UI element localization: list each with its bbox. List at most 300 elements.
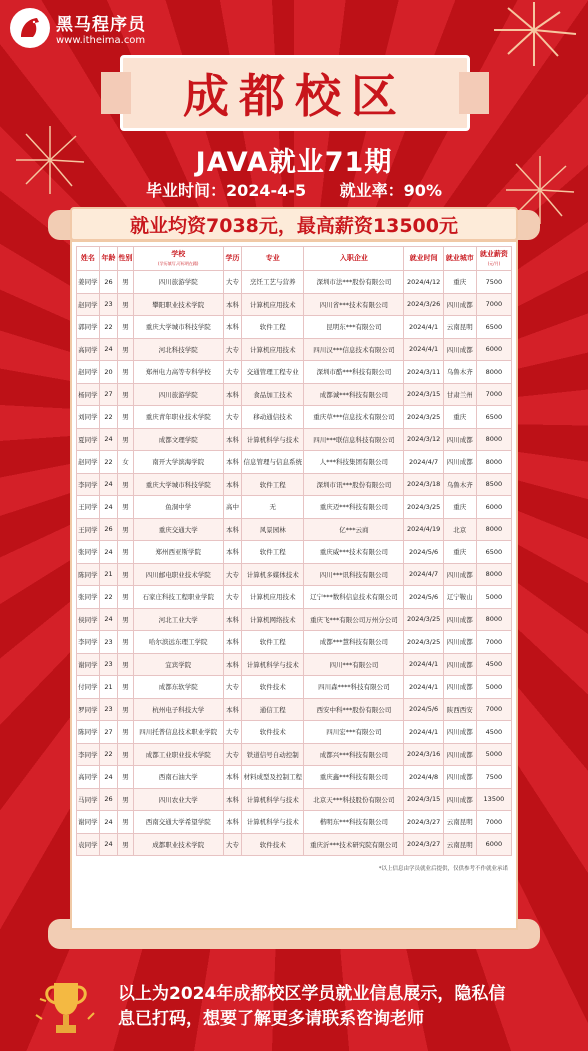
cell-age: 23 [99,631,118,654]
cell-major: 计算机科学与技术 [242,788,304,811]
cell-city: 云南昆明 [443,811,476,834]
cell-city: 重庆 [443,406,476,429]
cell-major: 烹饪工艺与营养 [242,271,304,294]
table-row [77,293,512,316]
header-school-note: (学历填写,可标明在籍) [158,260,199,266]
cell-name: 李同学 [77,743,100,766]
cell-salary: 6500 [476,316,511,339]
cell-date: 2024/4/19 [404,518,443,541]
cell-age: 22 [99,316,118,339]
info-line [0,178,588,201]
cell-salary: 4500 [476,721,511,744]
cell-school: 成都东软学院 [133,676,223,699]
cell-salary: 7000 [476,293,511,316]
cell-city: 四川成都 [443,563,476,586]
cell-company: 重庆草***信息技术有限公司 [304,406,404,429]
cell-salary: 8000 [476,518,511,541]
cell-name: 陈同学 [77,721,100,744]
cell-city: 四川成都 [443,676,476,699]
cell-company: 成都***慧科技有限公司 [304,631,404,654]
cell-company: 深圳市讯***股份有限公司 [304,473,404,496]
table-row [77,586,512,609]
cell-salary: 4500 [476,653,511,676]
cell-name: 王同学 [77,496,100,519]
cell-major: 计算机科学与技术 [242,653,304,676]
cell-major: 计算机应用技术 [242,293,304,316]
header-degree: 学历 [223,247,242,271]
cell-company: 楷明东***科技有限公司 [304,811,404,834]
cell-name: 赵同学 [77,293,100,316]
cell-major: 软件技术 [242,676,304,699]
cell-salary: 5000 [476,743,511,766]
cell-city: 四川成都 [443,631,476,654]
header-name: 姓名 [77,247,100,271]
cell-school: 四川旅游学院 [133,271,223,294]
cell-major: 计算机网络技术 [242,608,304,631]
cell-school: 杭州电子科技大学 [133,698,223,721]
cell-date: 2024/3/26 [404,293,443,316]
table-row [77,361,512,384]
cell-age: 26 [99,788,118,811]
cell-company: 成都诚***科技有限公司 [304,383,404,406]
cell-name: 杨同学 [77,383,100,406]
table-row [77,676,512,699]
bottom-notice: 以上为2024年成都校区学员就业信息展示，隐私信息已打码，想要了解更多请联系咨询老师 [118,984,506,1029]
cell-city: 陕西西安 [443,698,476,721]
table-row [77,766,512,789]
cell-age: 27 [99,383,118,406]
cell-school: 成都工业职业技术学院 [133,743,223,766]
employment-table [76,246,512,856]
cell-age: 21 [99,563,118,586]
cell-date: 2024/3/12 [404,428,443,451]
cell-degree: 本科 [223,451,242,474]
table-row [77,563,512,586]
cell-gender: 男 [118,383,133,406]
cell-name: 张同学 [77,541,100,564]
table-row [77,496,512,519]
cell-name: 付同学 [77,676,100,699]
cell-date: 2024/3/16 [404,743,443,766]
cell-company: 四川***联信息科技有限公司 [304,428,404,451]
cell-company: 深圳市酷***科技有限公司 [304,361,404,384]
campus-title: 成都校区 [183,69,407,123]
cell-age: 26 [99,518,118,541]
cell-name: 侯同学 [77,608,100,631]
cell-age: 24 [99,496,118,519]
table-row [77,473,512,496]
cell-company: 四川宏***有限公司 [304,721,404,744]
cell-gender: 男 [118,698,133,721]
cell-city: 云南昆明 [443,316,476,339]
cell-school: 哈尔滨远东理工学院 [133,631,223,654]
cell-company: 深圳市法***股份有限公司 [304,271,404,294]
cell-gender: 男 [118,766,133,789]
table-row [77,271,512,294]
cell-name: 陈同学 [77,563,100,586]
cell-date: 2024/4/8 [404,766,443,789]
cell-date: 2024/4/1 [404,338,443,361]
cell-age: 27 [99,721,118,744]
cell-company: 重庆沂***技术研究院有限公司 [304,833,404,856]
cell-gender: 男 [118,586,133,609]
cell-salary: 8500 [476,473,511,496]
cell-gender: 男 [118,676,133,699]
cell-city: 四川成都 [443,743,476,766]
cell-city: 辽宁鞍山 [443,586,476,609]
cell-name: 罗同学 [77,698,100,721]
header-company: 入职企业 [304,247,404,271]
cell-name: 李同学 [77,473,100,496]
cell-gender: 男 [118,473,133,496]
cell-age: 23 [99,293,118,316]
cell-date: 2024/3/25 [404,496,443,519]
cell-degree: 大专 [223,406,242,429]
table-row [77,608,512,631]
table-row [77,451,512,474]
cell-gender: 男 [118,788,133,811]
cell-gender: 男 [118,653,133,676]
header-school: 学校 (学历填写,可标明在籍) [133,247,223,271]
cell-major: 信息管理与信息系统 [242,451,304,474]
cell-gender: 男 [118,496,133,519]
cell-salary: 6500 [476,541,511,564]
cell-age: 22 [99,451,118,474]
cell-salary: 6500 [476,406,511,429]
table-footnote: *以上信息由学员就业后提供，仅供参考不作就业承诺 [378,866,508,872]
table-row [77,721,512,744]
cell-company: 昆明东***有限公司 [304,316,404,339]
salary-summary: 就业均资7038元，最高薪资13500元 [70,207,518,241]
cell-salary: 7000 [476,383,511,406]
cell-age: 22 [99,586,118,609]
cell-major: 移动通信技术 [242,406,304,429]
employment-table-paper [70,240,518,930]
cell-city: 四川成都 [443,766,476,789]
cell-city: 四川成都 [443,338,476,361]
cell-major: 铁道信号自动控制 [242,743,304,766]
cell-degree: 本科 [223,473,242,496]
cell-age: 26 [99,271,118,294]
cell-degree: 本科 [223,811,242,834]
cell-major: 交通管理工程专业 [242,361,304,384]
cell-date: 2024/5/6 [404,541,443,564]
cell-name: 姜同学 [77,271,100,294]
cell-company: 重庆迈***科技有限公司 [304,496,404,519]
cell-company: 辽宁***数科信息技术有限公司 [304,586,404,609]
cell-name: 谢同学 [77,653,100,676]
cell-age: 21 [99,676,118,699]
cell-city: 云南昆明 [443,833,476,856]
cell-major: 食品加工技术 [242,383,304,406]
cell-school: 重庆青年职业技术学院 [133,406,223,429]
cell-name: 张同学 [77,586,100,609]
cell-gender: 男 [118,361,133,384]
cell-degree: 大专 [223,721,242,744]
cell-gender: 男 [118,293,133,316]
cell-salary: 7500 [476,271,511,294]
cell-school: 成都职业技术学院 [133,833,223,856]
cell-major: 软件工程 [242,316,304,339]
cell-city: 重庆 [443,496,476,519]
cell-school: 西南交通大学希望学院 [133,811,223,834]
cell-company: 四川森****科技有限公司 [304,676,404,699]
cell-degree: 大专 [223,361,242,384]
cell-age: 22 [99,406,118,429]
cell-date: 2024/3/11 [404,361,443,384]
cell-degree: 大专 [223,676,242,699]
cell-city: 重庆 [443,271,476,294]
cell-company: 人***科技集团有限公司 [304,451,404,474]
table-row [77,338,512,361]
cell-company: 四川***有限公司 [304,653,404,676]
cell-city: 四川成都 [443,653,476,676]
cell-salary: 7000 [476,698,511,721]
table-row [77,518,512,541]
cell-company: 重庆鑫***科技有限公司 [304,766,404,789]
table-row [77,743,512,766]
cell-gender: 男 [118,428,133,451]
cell-age: 24 [99,608,118,631]
horse-logo-icon [10,8,50,48]
cell-school: 重庆大学城市科技学院 [133,473,223,496]
cell-school: 四川托普信息技术职业学院 [133,721,223,744]
cell-salary: 6000 [476,338,511,361]
cell-name: 赵同学 [77,361,100,384]
cell-company: 亿***云商 [304,518,404,541]
graduation-date: 毕业时间：2024-4-5 [146,181,307,200]
table-row [77,541,512,564]
brand-logo [10,8,146,48]
cell-age: 23 [99,653,118,676]
cell-degree: 本科 [223,788,242,811]
header-date: 就业时间 [404,247,443,271]
cell-name: 郭同学 [77,316,100,339]
cell-age: 20 [99,361,118,384]
cell-school: 西南石油大学 [133,766,223,789]
cell-salary: 8000 [476,608,511,631]
table-row [77,428,512,451]
cell-salary: 7500 [476,766,511,789]
cell-degree: 本科 [223,541,242,564]
cell-name: 马同学 [77,788,100,811]
cell-date: 2024/4/1 [404,721,443,744]
cell-name: 夏同学 [77,428,100,451]
cell-school: 重庆交通大学 [133,518,223,541]
cell-major: 软件工程 [242,541,304,564]
cell-name: 高同学 [77,338,100,361]
cell-age: 24 [99,833,118,856]
cell-gender: 女 [118,451,133,474]
cell-school: 河北科技学院 [133,338,223,361]
cell-city: 四川成都 [443,608,476,631]
cell-school: 四川农业大学 [133,788,223,811]
header-gender: 性别 [118,247,133,271]
firework-icon [480,0,588,70]
cell-degree: 本科 [223,293,242,316]
cell-salary: 13500 [476,788,511,811]
cell-salary: 7000 [476,631,511,654]
cell-school: 南开大学滨海学院 [133,451,223,474]
cell-school: 河北工业大学 [133,608,223,631]
cell-gender: 男 [118,406,133,429]
cell-school: 四川邮电职业技术学院 [133,563,223,586]
cell-city: 四川成都 [443,788,476,811]
cell-name: 谢同学 [77,811,100,834]
cell-major: 材料成型及控制工程 [242,766,304,789]
cell-city: 重庆 [443,541,476,564]
cell-gender: 男 [118,631,133,654]
brand-url: www.itheima.com [56,35,146,46]
cell-school: 攀阳职业技术学院 [133,293,223,316]
cell-degree: 大专 [223,586,242,609]
cell-major: 计算机应用技术 [242,338,304,361]
header-age: 年龄 [99,247,118,271]
cell-age: 24 [99,811,118,834]
cell-degree: 本科 [223,653,242,676]
cell-name: 刘同学 [77,406,100,429]
cell-date: 2024/4/7 [404,451,443,474]
cell-degree: 大专 [223,338,242,361]
cell-degree: 本科 [223,698,242,721]
cell-age: 24 [99,541,118,564]
cell-city: 乌鲁木齐 [443,473,476,496]
cell-date: 2024/5/6 [404,698,443,721]
cell-city: 四川成都 [443,721,476,744]
cell-company: 北京天***科技股份有限公司 [304,788,404,811]
cell-school: 四川旅游学院 [133,383,223,406]
cell-degree: 本科 [223,383,242,406]
header-city: 就业城市 [443,247,476,271]
cell-degree: 本科 [223,316,242,339]
cell-gender: 男 [118,271,133,294]
cell-major: 软件技术 [242,721,304,744]
cell-date: 2024/3/25 [404,406,443,429]
cell-school: 宜宾学院 [133,653,223,676]
cell-gender: 男 [118,833,133,856]
cell-age: 24 [99,338,118,361]
cell-school: 郑州电力高等专科学校 [133,361,223,384]
cell-date: 2024/3/15 [404,383,443,406]
cell-name: 赵同学 [77,451,100,474]
cell-date: 2024/3/27 [404,833,443,856]
cell-major: 计算机应用技术 [242,586,304,609]
cell-degree: 高中 [223,496,242,519]
trophy-icon [30,975,102,1043]
cell-degree: 本科 [223,631,242,654]
cell-salary: 7000 [476,811,511,834]
header-salary-unit: (元/月) [487,260,501,266]
table-header-row [77,247,512,271]
cell-company: 四川汉***信息技术有限公司 [304,338,404,361]
cell-gender: 男 [118,563,133,586]
cell-name: 李同学 [77,631,100,654]
cell-name: 王同学 [77,518,100,541]
table-row [77,811,512,834]
table-row [77,406,512,429]
cell-date: 2024/4/7 [404,563,443,586]
cell-school: 鱼洞中学 [133,496,223,519]
cell-date: 2024/3/25 [404,608,443,631]
cell-degree: 本科 [223,608,242,631]
cell-school: 成都文理学院 [133,428,223,451]
cell-age: 24 [99,428,118,451]
cell-degree: 本科 [223,518,242,541]
cell-gender: 男 [118,518,133,541]
cell-school: 重庆大学城市科技学院 [133,316,223,339]
cell-major: 计算机科学与技术 [242,428,304,451]
class-title: JAVA就业71期 [195,147,393,178]
cell-age: 24 [99,473,118,496]
header-major: 专业 [242,247,304,271]
cell-degree: 大专 [223,271,242,294]
cell-gender: 男 [118,338,133,361]
cell-major: 风景园林 [242,518,304,541]
cell-major: 软件技术 [242,833,304,856]
cell-age: 23 [99,698,118,721]
cell-city: 四川成都 [443,428,476,451]
cell-salary: 8000 [476,563,511,586]
cell-salary: 8000 [476,451,511,474]
cell-company: 四川省***技术有限公司 [304,293,404,316]
cell-date: 2024/3/15 [404,788,443,811]
table-row [77,383,512,406]
cell-degree: 大专 [223,833,242,856]
cell-salary: 5000 [476,586,511,609]
cell-date: 2024/4/1 [404,653,443,676]
cell-major: 计算机多媒体技术 [242,563,304,586]
table-row [77,653,512,676]
table-row [77,316,512,339]
cell-company: 成都兴***科技有限公司 [304,743,404,766]
cell-city: 四川成都 [443,451,476,474]
cell-name: 袁同学 [77,833,100,856]
cell-major: 软件工程 [242,473,304,496]
cell-city: 四川成都 [443,293,476,316]
cell-salary: 8000 [476,428,511,451]
cell-company: 重庆威***技术有限公司 [304,541,404,564]
cell-degree: 本科 [223,766,242,789]
cell-company: 西安中科***股份有限公司 [304,698,404,721]
cell-school: 石家庄科技工程职业学院 [133,586,223,609]
cell-city: 乌鲁木齐 [443,361,476,384]
cell-gender: 男 [118,608,133,631]
header-salary: 就业薪资 (元/月) [476,247,511,271]
campus-banner [120,55,470,131]
cell-date: 2024/3/18 [404,473,443,496]
table-row [77,788,512,811]
cell-city: 甘肃兰州 [443,383,476,406]
cell-city: 北京 [443,518,476,541]
cell-age: 24 [99,766,118,789]
table-row [77,833,512,856]
cell-date: 2024/5/6 [404,586,443,609]
cell-company: 四川***讯科技有限公司 [304,563,404,586]
cell-salary: 6000 [476,833,511,856]
cell-degree: 大专 [223,563,242,586]
cell-salary: 8000 [476,361,511,384]
table-row [77,631,512,654]
cell-gender: 男 [118,721,133,744]
employment-rate: 就业率：90% [339,181,442,200]
cell-date: 2024/3/25 [404,631,443,654]
cell-date: 2024/3/27 [404,811,443,834]
cell-school: 郑州西亚斯学院 [133,541,223,564]
cell-gender: 男 [118,316,133,339]
brand-name: 黑马程序员 [56,15,146,35]
cell-company: 重庆飞***有限公司万州分公司 [304,608,404,631]
cell-major: 通信工程 [242,698,304,721]
